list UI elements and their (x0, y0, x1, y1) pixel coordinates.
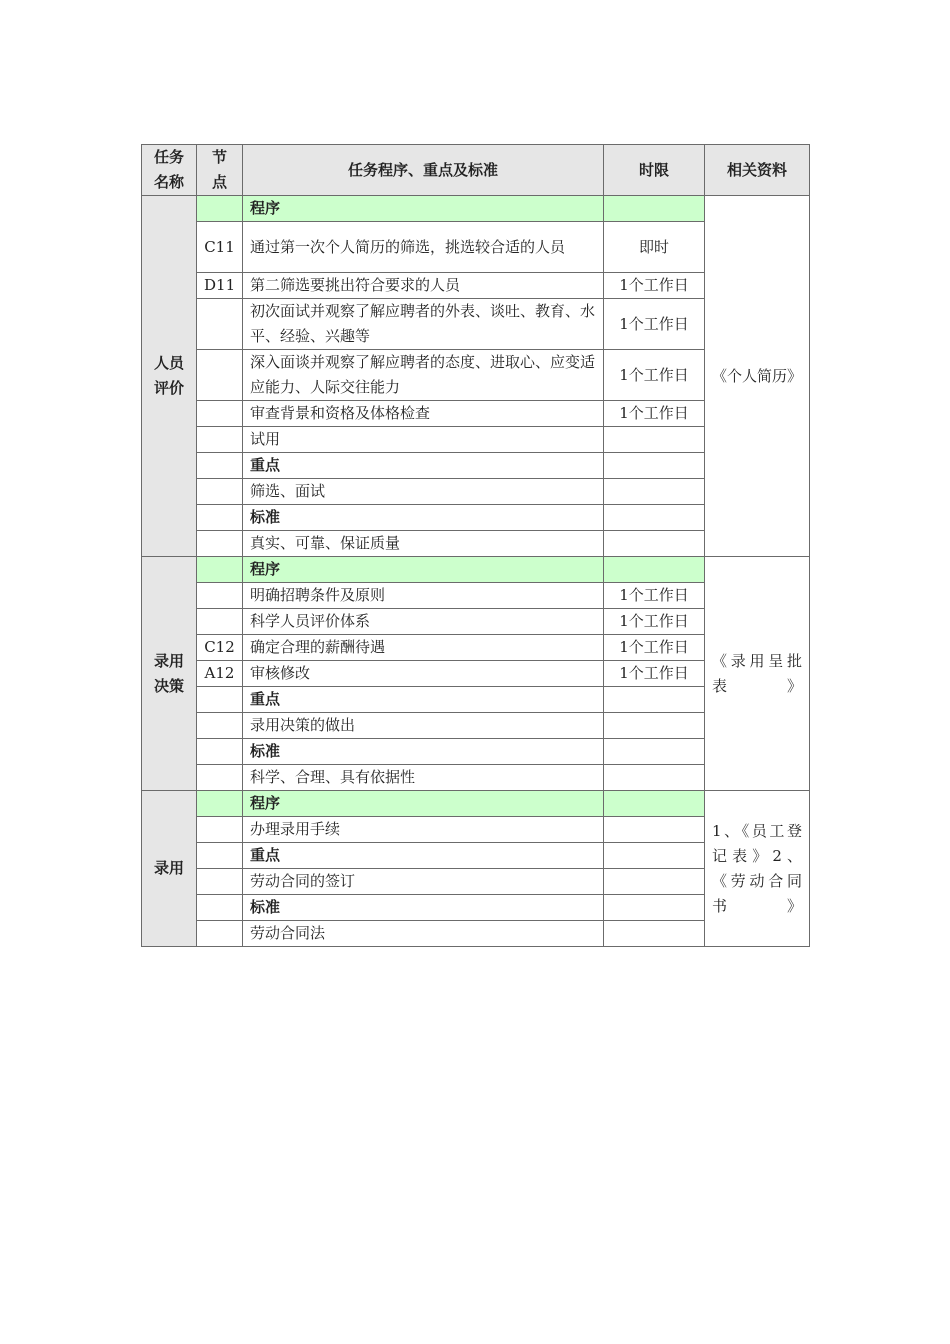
procedure-text: 筛选、面试 (243, 479, 604, 505)
section-name: 录用决策 (142, 557, 197, 791)
node-cell: C12 (197, 635, 243, 661)
related-materials: 《录用呈批表》 (705, 557, 810, 791)
time-limit-cell (604, 843, 705, 869)
key-points-label: 重点 (243, 453, 604, 479)
procedure-text: 审查背景和资格及体格检查 (243, 401, 604, 427)
procedure-text: 明确招聘条件及原则 (243, 583, 604, 609)
node-cell (197, 350, 243, 401)
time-limit-cell (604, 921, 705, 947)
time-limit-cell: 1个工作日 (604, 583, 705, 609)
node-cell (197, 453, 243, 479)
node-cell (197, 687, 243, 713)
procedure-text: 科学、合理、具有依据性 (243, 765, 604, 791)
time-limit-cell (604, 739, 705, 765)
time-limit-cell (604, 687, 705, 713)
section-hiring (142, 791, 810, 947)
time-limit-cell (604, 817, 705, 843)
procedure-text: 劳动合同法 (243, 921, 604, 947)
node-cell (197, 817, 243, 843)
section-name: 录用 (142, 791, 197, 947)
related-materials: 1、《员工登记表》2、《劳动合同书》 (705, 791, 810, 947)
time-limit-cell: 1个工作日 (604, 661, 705, 687)
header-task-name: 任务名称 (142, 145, 197, 196)
time-limit-cell (604, 427, 705, 453)
table-row (142, 557, 810, 583)
procedure-text: 初次面试并观察了解应聘者的外表、谈吐、教育、水平、经验、兴趣等 (243, 299, 604, 350)
node-cell (197, 921, 243, 947)
procedure-text: 审核修改 (243, 661, 604, 687)
procedure-text: 劳动合同的签订 (243, 869, 604, 895)
table-row (142, 791, 810, 817)
header-row (142, 145, 810, 196)
key-points-label: 重点 (243, 687, 604, 713)
node-cell: A12 (197, 661, 243, 687)
procedure-heading: 程序 (243, 196, 604, 222)
time-limit-cell (604, 505, 705, 531)
section-hiring-decision (142, 557, 810, 791)
node-cell (197, 401, 243, 427)
procedure-text: 确定合理的薪酬待遇 (243, 635, 604, 661)
node-cell (197, 895, 243, 921)
section-name: 人员评价 (142, 196, 197, 557)
procedure-text: 第二筛选要挑出符合要求的人员 (243, 273, 604, 299)
node-cell (197, 427, 243, 453)
procedure-text: 录用决策的做出 (243, 713, 604, 739)
header-procedure: 任务程序、重点及标准 (243, 145, 604, 196)
node-cell (197, 843, 243, 869)
node-cell (197, 869, 243, 895)
procedure-heading: 程序 (243, 557, 604, 583)
time-limit-cell: 1个工作日 (604, 401, 705, 427)
time-limit-cell: 即时 (604, 222, 705, 273)
node-cell (197, 609, 243, 635)
time-limit-cell: 1个工作日 (604, 350, 705, 401)
standard-label: 标准 (243, 505, 604, 531)
time-limit-cell (604, 479, 705, 505)
standard-label: 标准 (243, 739, 604, 765)
related-materials: 《个人简历》 (705, 196, 810, 557)
time-limit-cell (604, 791, 705, 817)
node-cell (197, 196, 243, 222)
node-cell: C11 (197, 222, 243, 273)
procedure-text: 科学人员评价体系 (243, 609, 604, 635)
table-row (142, 196, 810, 222)
key-points-label: 重点 (243, 843, 604, 869)
time-limit-cell (604, 713, 705, 739)
time-limit-cell (604, 453, 705, 479)
node-cell (197, 713, 243, 739)
time-limit-cell: 1个工作日 (604, 273, 705, 299)
standard-label: 标准 (243, 895, 604, 921)
procedure-text: 办理录用手续 (243, 817, 604, 843)
procedure-text: 真实、可靠、保证质量 (243, 531, 604, 557)
node-cell (197, 765, 243, 791)
section-personnel-evaluation (142, 196, 810, 557)
node-cell (197, 479, 243, 505)
node-cell (197, 791, 243, 817)
node-cell (197, 299, 243, 350)
node-cell (197, 557, 243, 583)
time-limit-cell (604, 531, 705, 557)
node-cell: D11 (197, 273, 243, 299)
node-cell (197, 739, 243, 765)
node-cell (197, 531, 243, 557)
procedure-text: 深入面谈并观察了解应聘者的态度、进取心、应变适应能力、人际交往能力 (243, 350, 604, 401)
procedure-text: 试用 (243, 427, 604, 453)
time-limit-cell (604, 765, 705, 791)
task-table (141, 144, 810, 947)
time-limit-cell (604, 895, 705, 921)
node-cell (197, 583, 243, 609)
time-limit-cell (604, 196, 705, 222)
time-limit-cell (604, 869, 705, 895)
node-cell (197, 505, 243, 531)
header-materials: 相关资料 (705, 145, 810, 196)
time-limit-cell: 1个工作日 (604, 609, 705, 635)
procedure-heading: 程序 (243, 791, 604, 817)
header-node: 节点 (197, 145, 243, 196)
time-limit-cell (604, 557, 705, 583)
procedure-text: 通过第一次个人简历的筛选，挑选较合适的人员 (243, 222, 604, 273)
header-time-limit: 时限 (604, 145, 705, 196)
time-limit-cell: 1个工作日 (604, 299, 705, 350)
time-limit-cell: 1个工作日 (604, 635, 705, 661)
